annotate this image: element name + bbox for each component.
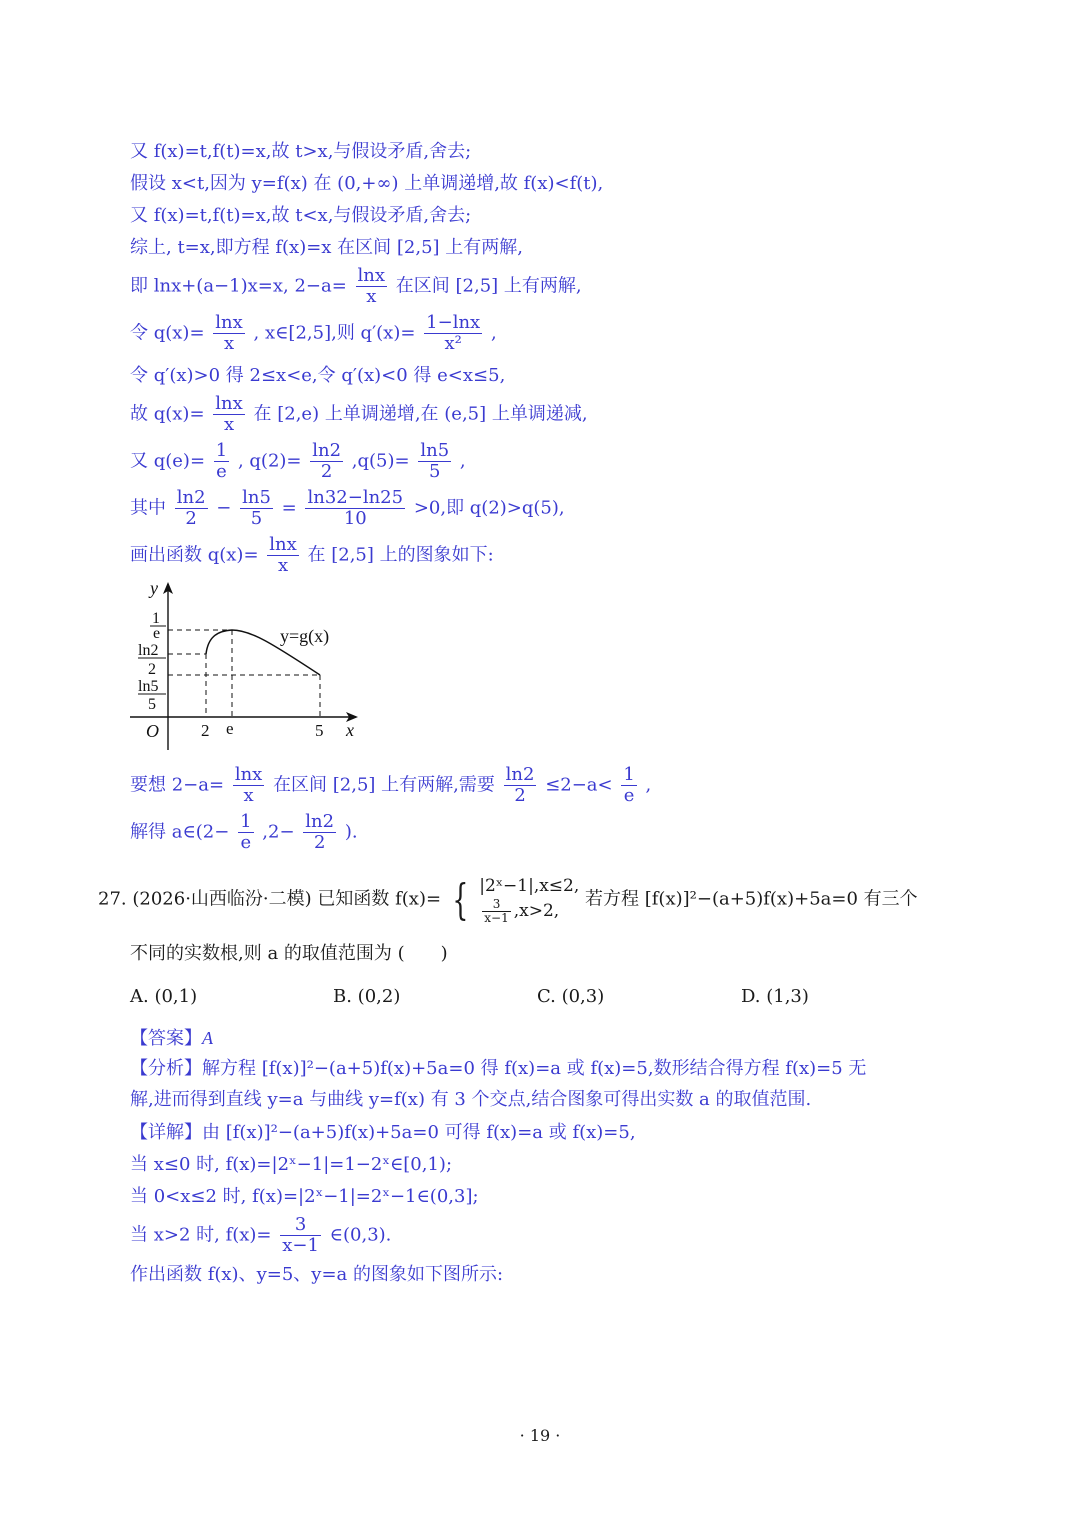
solution-line: 要想 2−a= $\frac{\ln x}{x}$ 在区间 [2,5] 上有两解,需要 $\frac{\ln 2}{2}$ ≤2−a< $\frac{1}{e}$ , <box>130 764 652 806</box>
fraction: $\frac{1}{e}$ <box>240 811 252 853</box>
origin-label: O <box>146 721 159 741</box>
solution-line: 令 q′(x)>0 得 2≤x<e,令 q′(x)<0 得 e<x≤5, <box>130 365 506 386</box>
x-tick-label: 2 <box>201 721 210 740</box>
y-tick-label: ln2 <box>138 642 159 659</box>
problem-number: 27. <box>98 888 127 910</box>
problem-stem: 27. (2026·山西临汾·二模) 已知函数 f(x)= { |2ˣ−1|,x≤2, $\frac{3}{x-1}$ ,x>2, 若方程 [f(x)]²−(a+5)f(x)+5a=0 有三个 <box>98 874 918 925</box>
option-a: A. (0,1) <box>130 986 198 1007</box>
analysis-line: 【分析】解方程 [f(x)]²−(a+5)f(x)+5a=0 得 f(x)=a 或 f(x)=5,数形结合得方程 f(x)=5 无 <box>130 1058 867 1079</box>
option-d: D. (1,3) <box>741 986 809 1007</box>
solution-line: 综上, t=x,即方程 f(x)=x 在区间 [2,5] 上有两解, <box>130 237 524 258</box>
y-tick-label: ln5 <box>138 678 159 695</box>
detail-line: 当 0<x≤2 时, f(x)=|2ˣ−1|=2ˣ−1∈(0,3]; <box>130 1186 479 1207</box>
fraction: $\frac{\ln 2}{2}$ <box>305 811 335 853</box>
option-b: B. (0,2) <box>333 986 401 1007</box>
answer-tag: 【答案】 <box>130 1028 202 1049</box>
detail-line: 当 x≤0 时, f(x)=|2ˣ−1|=1−2ˣ∈[0,1); <box>130 1154 453 1175</box>
problem-stem-line: 不同的实数根,则 a 的取值范围为 ( ) <box>130 943 448 964</box>
fraction: $\frac{\ln x}{x}$ <box>234 764 263 806</box>
fraction: $\frac{\ln 2}{2}$ <box>505 764 535 806</box>
brace: { <box>452 874 469 924</box>
fraction: $\frac{1}{e}$ <box>215 440 228 482</box>
y-tick-label: 2 <box>148 661 156 678</box>
answer-line <box>130 1026 213 1051</box>
solution-line: 令 q(x)= $\frac{\ln x}{x}$ , x∈[2,5],则 q′(x)= $\frac{1-\ln x}{\text{x²}}$ , <box>130 312 497 354</box>
answer: A <box>202 1028 213 1048</box>
fraction: $\frac{3}{x-1}$ <box>484 897 509 925</box>
detail-tag: 【详解】 <box>130 1122 202 1143</box>
x-axis-label: x <box>346 720 354 740</box>
solution-line: 故 q(x)= $\frac{\ln x}{x}$ 在 [2,e) 上单调递增,在 (e,5] 上单调递减, <box>130 393 588 435</box>
solution-line: 又 q(e)= $\frac{1}{e}$ , q(2)= $\frac{\ln 2}{2}$ ,q(5)= $\frac{\ln 5}{5}$ , <box>130 440 466 482</box>
y-tick-label: 5 <box>148 696 156 713</box>
solution-line: 又 f(x)=t,f(t)=x,故 t>x,与假设矛盾,舍去; <box>130 141 472 162</box>
fraction: $\frac{\ln 5}{5}$ <box>242 487 271 529</box>
fraction: $\frac{\ln x}{x}$ <box>357 265 386 307</box>
x-tick-label: 5 <box>315 721 324 740</box>
analysis-line: 解,进而得到直线 y=a 与曲线 y=f(x) 有 3 个交点,结合图象可得出实数 a 的取值范围. <box>130 1089 812 1110</box>
fraction: $\frac{\ln 2}{2}$ <box>176 487 206 529</box>
piecewise-cases: |2ˣ−1|,x≤2, $\frac{3}{x-1}$ ,x>2, <box>479 876 580 925</box>
fraction: $\frac{\ln 32-\ln 25}{10}$ <box>307 487 404 529</box>
page-number: · 19 · <box>519 1426 561 1445</box>
solution-line: 其中 $\frac{\ln 2}{2}$ − $\frac{\ln 5}{5}$ = $\frac{\ln 32-\ln 25}{10}$ >0,即 q(2)>q(5), <box>130 487 565 529</box>
solution-line: 即 lnx+(a−1)x=x, 2−a= $\frac{\ln x}{x}$ 在区间 [2,5] 上有两解, <box>130 265 582 307</box>
x-tick-label: e <box>226 719 234 738</box>
fraction: $\frac{\ln 2}{2}$ <box>312 440 342 482</box>
solution-line: 解得 a∈(2− $\frac{1}{e}$ ,2− $\frac{\ln 2}{2}$ ). <box>130 811 358 853</box>
fraction: $\frac{3}{x-1}$ <box>282 1214 319 1256</box>
fraction: $\frac{1-\ln x}{\text{x²}}$ <box>426 312 481 354</box>
solution-line: 又 f(x)=t,f(t)=x,故 t<x,与假设矛盾,舍去; <box>130 205 472 226</box>
y-tick-label: e <box>153 625 161 642</box>
fraction: $\frac{\ln x}{x}$ <box>269 534 297 576</box>
problem-source: (2026·山西临汾·二模) <box>132 888 312 910</box>
detail-line: 【详解】由 [f(x)]²−(a+5)f(x)+5a=0 可得 f(x)=a 或 f(x)=5, <box>130 1122 636 1143</box>
solution-line: 假设 x<t,因为 y=f(x) 在 (0,+∞) 上单调递增,故 f(x)<f(t), <box>130 173 604 194</box>
solution-line: 画出函数 q(x)= $\frac{\ln x}{x}$ 在 [2,5] 上的图象如下: <box>130 534 494 576</box>
fraction: $\frac{\ln x}{x}$ <box>215 312 243 354</box>
function-graph <box>120 574 370 754</box>
fraction: $\frac{1}{e}$ <box>623 764 635 806</box>
option-c: C. (0,3) <box>537 986 605 1007</box>
y-axis-label: y <box>150 578 158 598</box>
fraction: $\frac{\ln 5}{5}$ <box>420 440 450 482</box>
detail-line: 当 x>2 时, f(x)= $\frac{3}{x-1}$ ∈(0,3). <box>130 1214 392 1256</box>
y-tick-label: 1 <box>152 610 160 627</box>
curve-label: y=g(x) <box>280 626 330 646</box>
detail-line: 作出函数 f(x)、y=5、y=a 的图象如下图所示: <box>130 1264 504 1285</box>
analysis-tag: 【分析】 <box>130 1058 202 1079</box>
fraction: $\frac{\ln x}{x}$ <box>215 393 243 435</box>
